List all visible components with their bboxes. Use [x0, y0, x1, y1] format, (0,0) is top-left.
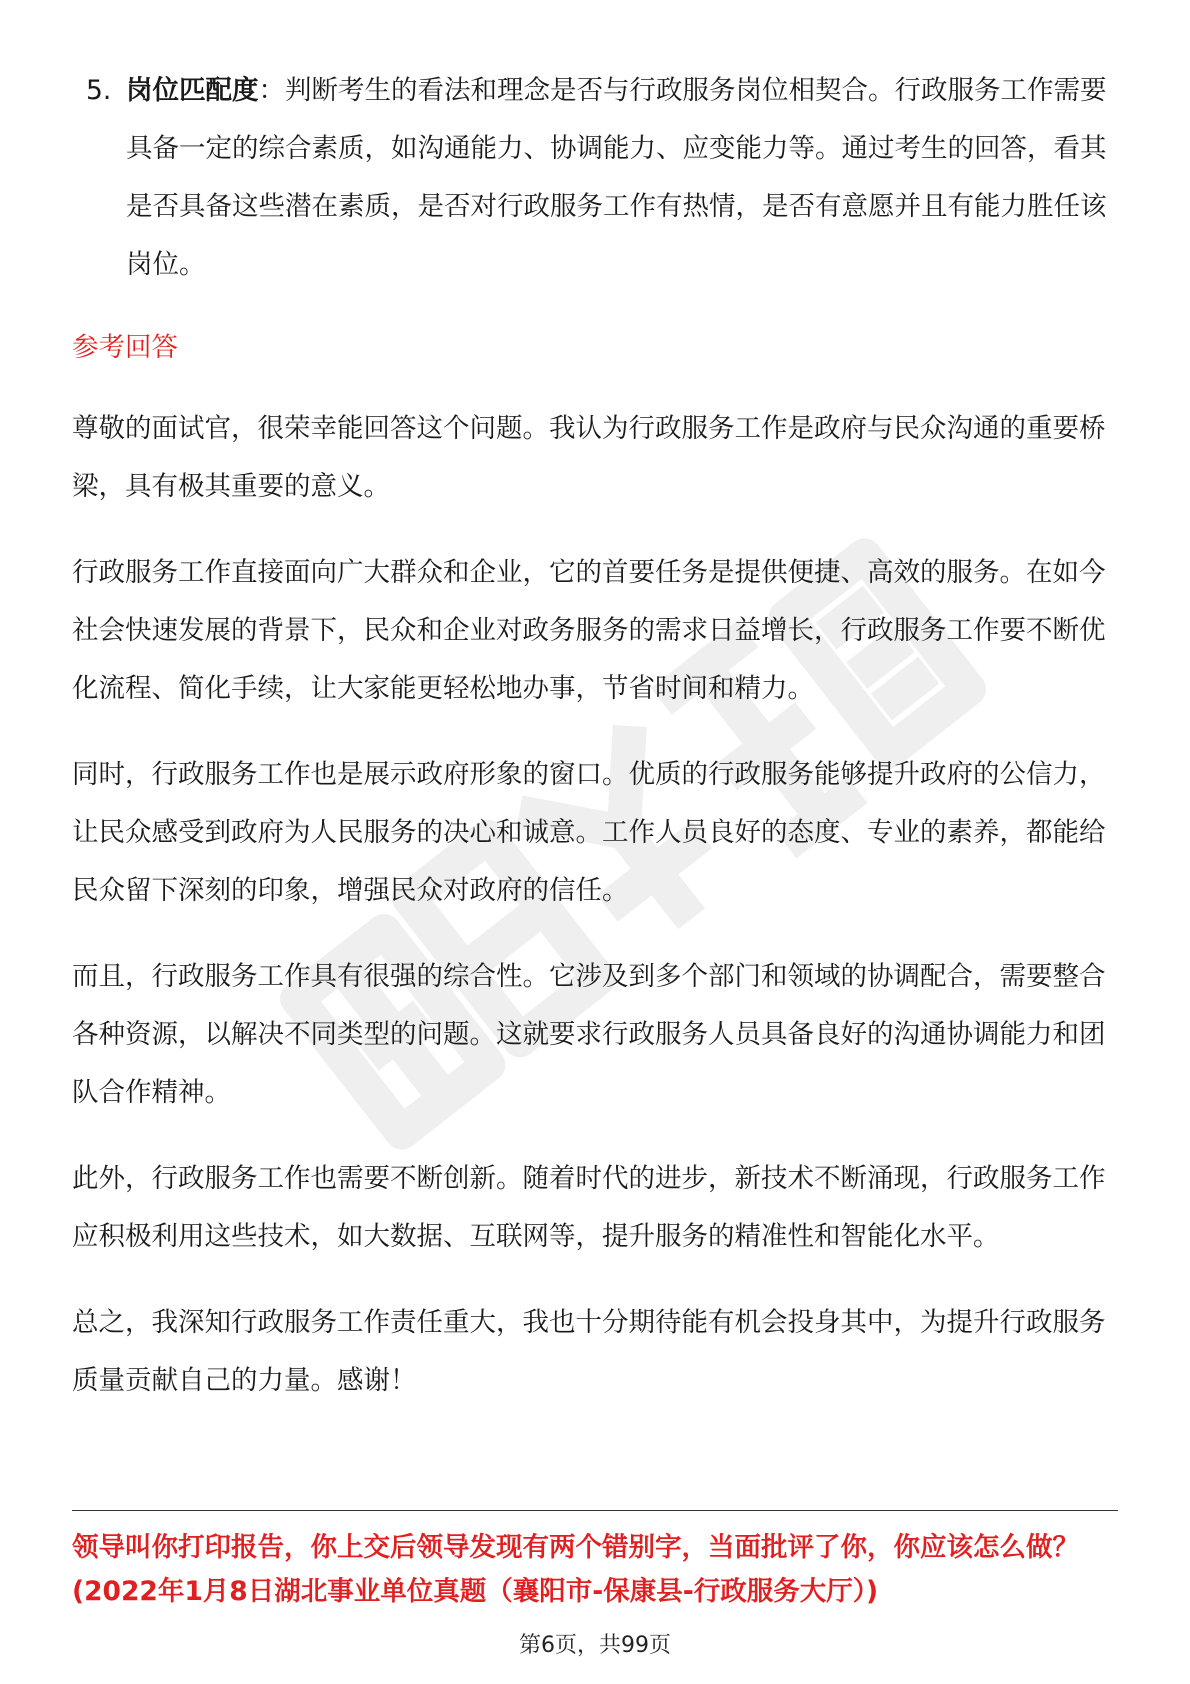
page-footer: 第6页，共99页: [519, 1633, 671, 1658]
main-content: [72, 62, 1118, 1438]
section-divider: [72, 1510, 1118, 1511]
answer-paragraph-2: 行政服务工作直接面向广大群众和企业，它的首要任务是提供便捷、高效的服务。在如今社会快速发展的背景下，民众和企业对政务服务的需求日益增长，行政服务工作要不断优化流程、简化手续，让大家能更轻松地办事，节省时间和精力。: [72, 557, 1106, 704]
answer-paragraph-5: 此外，行政服务工作也需要不断创新。随着时代的进步，新技术不断涌现，行政服务工作应积极利用这些技术，如大数据、互联网等，提升服务的精准性和智能化水平。: [72, 1163, 1106, 1252]
next-question: 领导叫你打印报告，你上交后领导发现有两个错别字，当面批评了你，你应该怎么做？(2022年1月8日湖北事业单位真题（襄阳市-保康县-行政服务大厅）): [72, 1532, 1079, 1607]
answer-paragraph-6: 总之，我深知行政服务工作责任重大，我也十分期待能有机会投身其中，为提升行政服务质量贡献自己的力量。感谢！: [72, 1307, 1106, 1396]
answer-paragraph-1: 尊敬的面试官，很荣幸能回答这个问题。我认为行政服务工作是政府与民众沟通的重要桥梁，具有极其重要的意义。: [72, 413, 1106, 502]
criterion-term: 岗位匹配度: [126, 75, 259, 106]
criterion-number: 5.: [86, 75, 112, 106]
criterion-text: ：判断考生的看法和理念是否与行政服务岗位相契合。行政服务工作需要具备一定的综合素质，如沟通能力、协调能力、应变能力等。通过考生的回答，看其是否具备这些潜在素质，是否对行政服务工作有热情，是否有意愿并且有能力胜任该岗位。: [126, 75, 1107, 280]
answer-paragraph-3: 同时，行政服务工作也是展示政府形象的窗口。优质的行政服务能够提升政府的公信力，让民众感受到政府为人民服务的决心和诚意。工作人员良好的态度、专业的素养，都能给民众留下深刻的印象，增强民众对政府的信任。: [72, 759, 1106, 906]
answer-paragraph-4: 而且，行政服务工作具有很强的综合性。它涉及到多个部门和领域的协调配合，需要整合各种资源，以解决不同类型的问题。这就要求行政服务人员具备良好的沟通协调能力和团队合作精神。: [72, 961, 1106, 1108]
criterion-item: [72, 62, 1118, 294]
answer-heading: 参考回答: [72, 332, 178, 363]
